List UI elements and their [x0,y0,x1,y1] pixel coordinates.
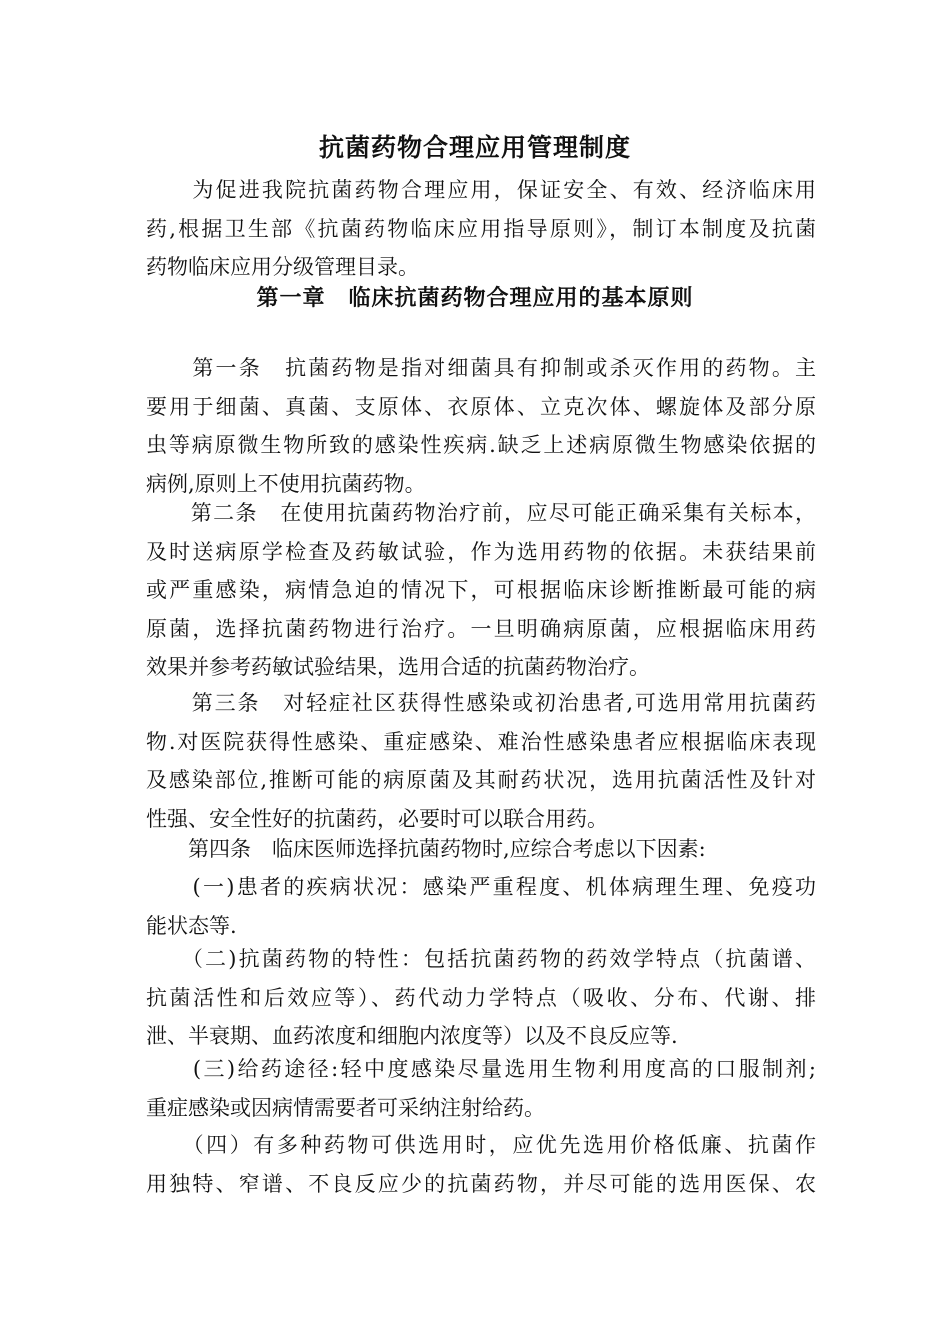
text-line: 效果并参考药敏试验结果，选用合适的抗菌药物治疗。 [146,655,650,680]
text-line: 用独特、窄谱、不良反应少的抗菌药物，并尽可能的选用医保、农 [146,1171,816,1196]
text-line: 及感染部位,推断可能的病原菌及其耐药状况，选用抗菌活性及针对 [146,768,816,793]
article-3-paragraph [146,684,816,838]
text-line: 第四条 临床医师选择抗菌药物时,应综合考虑以下因素: [146,837,706,861]
text-line: 抗菌活性和后效应等）、药代动力学特点（吸收、分布、代谢、排 [146,985,816,1010]
text-line: 药物临床应用分级管理目录。 [146,255,419,280]
text-line: 第一条 抗菌药物是指对细菌具有抑制或杀灭作用的药物。主 [146,356,816,380]
text-line: 为促进我院抗菌药物合理应用，保证安全、有效、经济临床用 [146,178,816,202]
text-line: （二)抗菌药物的特性：包括抗菌药物的药效学特点（抗菌谱、 [146,947,816,971]
text-line: 及时送病原学检查及药敏试验，作为选用药物的依据。未获结果前 [146,539,816,564]
article-4-paragraph [146,830,816,869]
text-line: 或严重感染，病情急迫的情况下，可根据临床诊断推断最可能的病 [146,578,816,603]
text-line: 泄、半衰期、血药浓度和细胞内浓度等）以及不良反应等. [146,1024,678,1049]
text-line: 虫等病原微生物所致的感染性疾病.缺乏上述病原微生物感染依据的 [146,433,816,458]
document-title: 抗菌药物合理应用管理制度 [318,133,631,162]
item-2-paragraph [146,940,816,1056]
text-line: 原菌，选择抗菌药物进行治疗。一旦明确病原菌，应根据临床用药 [146,616,816,641]
item-1-paragraph [146,868,816,945]
text-line: 第三条 对轻症社区获得性感染或初治患者,可选用常用抗菌药 [146,691,816,715]
text-line: 性强、安全性好的抗菌药，必要时可以联合用药。 [146,806,608,831]
text-line: 第二条 在使用抗菌药物治疗前，应尽可能正确采集有关标本， [146,501,816,525]
article-2-paragraph [146,494,816,687]
text-line: （四）有多种药物可供选用时，应优先选用价格低廉、抗菌作 [146,1133,816,1157]
text-line: 病例,原则上不使用抗菌药物。 [146,471,426,496]
intro-paragraph [146,171,816,287]
text-line: 要用于细菌、真菌、支原体、衣原体、立克次体、螺旋体及部分原 [146,394,816,419]
item-3-paragraph [146,1050,816,1127]
text-line: 重症感染或因病情需要者可采纳注射给药。 [146,1095,545,1120]
item-4-paragraph [146,1126,816,1203]
text-line: (一)患者的疾病状况：感染严重程度、机体病理生理、免疫功 [146,875,816,899]
chapter-heading: 第一章 临床抗菌药物合理应用的基本原则 [256,286,694,311]
text-line: (三)给药途径:轻中度感染尽量选用生物利用度高的口服制剂; [146,1057,816,1081]
text-line: 物.对医院获得性感染、重症感染、难治性感染患者应根据临床表现 [146,729,816,754]
text-line: 药,根据卫生部《抗菌药物临床应用指导原则》，制订本制度及抗菌 [146,216,816,241]
text-line: 能状态等. [146,913,237,938]
article-1-paragraph [146,349,816,503]
